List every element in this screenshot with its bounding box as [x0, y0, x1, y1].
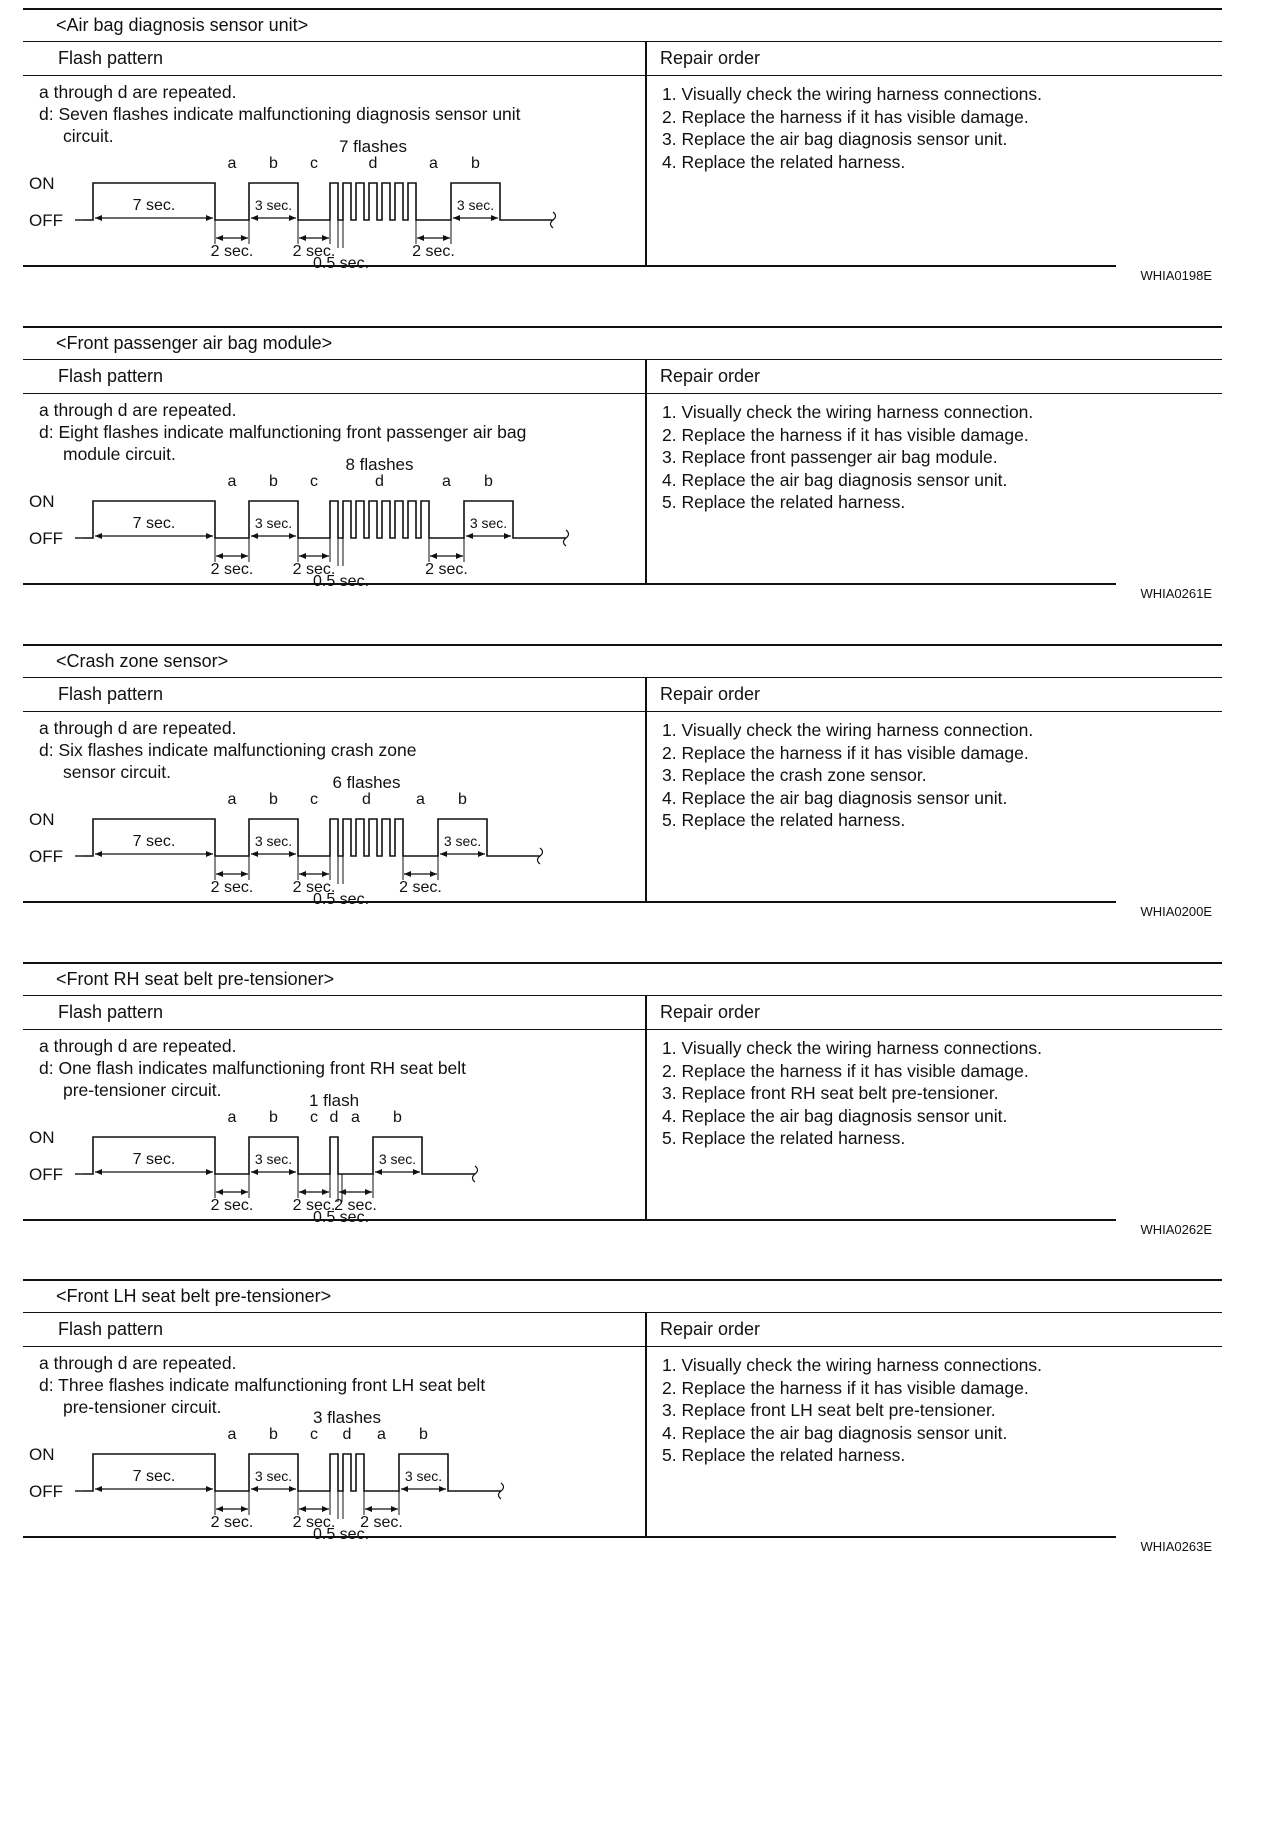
segment-label-c: c — [310, 473, 318, 490]
column-divider — [645, 42, 647, 266]
description-line: d: Three flashes indicate malfunctioning front LH seat belt — [39, 1375, 486, 1395]
repair-step: 1. Visually check the wiring harness connections. — [662, 84, 1043, 104]
repair-step: 3. Replace front passenger air bag module. — [662, 447, 998, 467]
duration-2sec-label: 2 sec. — [210, 879, 254, 896]
repair-order-list — [662, 1037, 1042, 1150]
section-1 — [23, 8, 1222, 290]
section-2 — [23, 326, 1222, 608]
repair-order-header: Repair order — [646, 996, 1222, 1030]
duration-2sec-label: 2 sec. — [412, 243, 455, 260]
repair-step: 4. Replace the related harness. — [662, 151, 906, 172]
segment-label-b: b — [269, 791, 278, 808]
description-line: a through d are repeated. — [39, 400, 237, 420]
repair-order-list — [662, 83, 1042, 173]
duration-2sec-label: 2 sec. — [292, 879, 336, 896]
column-divider — [645, 360, 647, 584]
duration-2sec-arrow — [216, 1506, 248, 1512]
duration-2sec-label: 2 sec. — [210, 1514, 254, 1531]
segment-label-a: a — [227, 155, 237, 172]
repair-order-header: Repair order — [646, 360, 1222, 394]
duration-7sec-label: 7 sec. — [132, 1468, 176, 1485]
segment-label-a: a — [442, 473, 451, 490]
description-line: d: Six flashes indicate malfunctioning crash zone — [39, 740, 417, 760]
flash-timing-diagram — [23, 455, 645, 590]
duration-2sec-arrow — [417, 235, 450, 241]
repair-step: 2. Replace the harness if it has visible damage. — [662, 106, 1029, 127]
duration-7sec-label: 7 sec. — [132, 197, 176, 214]
segment-label-a: a — [227, 1109, 237, 1126]
repair-order-list — [662, 719, 1033, 832]
flash-pattern-header: Flash pattern — [23, 1313, 646, 1347]
off-label: OFF — [29, 211, 63, 230]
segment-label-d: d — [375, 473, 384, 490]
segment-label-d: d — [368, 155, 378, 172]
segment-label-b: b — [458, 791, 467, 808]
duration-3sec-label: 3 sec. — [456, 197, 495, 213]
repair-step: 3. Replace the air bag diagnosis sensor unit. — [662, 129, 1008, 149]
duration-3sec-label: 3 sec. — [443, 833, 482, 849]
duration-3sec-arrow — [375, 1169, 420, 1175]
duration-2sec-arrow — [404, 871, 437, 877]
description-line: a through d are repeated. — [39, 1353, 237, 1373]
duration-2sec-label: 2 sec. — [292, 1514, 336, 1531]
duration-3sec-arrow — [440, 851, 485, 857]
figure-code: WHIA0262E — [1140, 1222, 1212, 1237]
repair-step: 3. Replace the crash zone sensor. — [662, 765, 927, 785]
segment-label-b: b — [269, 473, 278, 490]
duration-2sec-label: 2 sec. — [292, 1197, 336, 1214]
on-label: ON — [29, 1128, 55, 1147]
column-divider — [645, 996, 647, 1220]
on-label: ON — [29, 1445, 55, 1464]
duration-7sec-arrow — [95, 533, 213, 539]
duration-3sec-label: 3 sec. — [404, 1468, 443, 1484]
segment-label-a: a — [227, 473, 237, 490]
description-line: a through d are repeated. — [39, 82, 237, 102]
repair-step: 1. Visually check the wiring harness connection. — [662, 720, 1034, 740]
duration-7sec-arrow — [95, 1486, 213, 1492]
duration-2sec-arrow — [299, 553, 329, 559]
off-label: OFF — [29, 1482, 63, 1501]
repair-step: 3. Replace front LH seat belt pre-tensioner. — [662, 1400, 996, 1420]
repair-step: 2. Replace the harness if it has visible damage. — [662, 1377, 1029, 1398]
duration-2sec-label: 2 sec. — [292, 561, 336, 578]
duration-half-sec-label: 0.5 sec. — [312, 255, 370, 272]
duration-2sec-label: 2 sec. — [210, 243, 254, 260]
repair-step: 2. Replace the harness if it has visible damage. — [662, 424, 1029, 445]
duration-2sec-arrow — [216, 871, 248, 877]
section-4 — [23, 962, 1222, 1244]
repair-step: 2. Replace the harness if it has visible damage. — [662, 742, 1029, 763]
segment-label-a: a — [227, 791, 237, 808]
flash-timing-diagram — [23, 1091, 645, 1226]
description-line: d: One flash indicates malfunctioning front RH seat belt — [39, 1058, 467, 1078]
description-line: pre-tensioner circuit. — [63, 1080, 222, 1100]
repair-step: 4. Replace the air bag diagnosis sensor unit. — [662, 469, 1008, 490]
section-title: <Front RH seat belt pre-tensioner> — [23, 962, 1222, 996]
description-line: pre-tensioner circuit. — [63, 1397, 222, 1417]
repair-step: 1. Visually check the wiring harness connections. — [662, 1355, 1043, 1375]
off-label: OFF — [29, 529, 63, 548]
description-line: module circuit. — [63, 444, 176, 464]
segment-label-d: d — [362, 791, 371, 808]
segment-label-a: a — [227, 1426, 237, 1443]
column-divider — [645, 1313, 647, 1537]
duration-3sec-label: 3 sec. — [469, 515, 508, 531]
duration-7sec-arrow — [95, 1169, 213, 1175]
description-line: d: Seven flashes indicate malfunctioning diagnosis sensor unit — [39, 104, 521, 124]
flash-pattern-header: Flash pattern — [23, 996, 646, 1030]
flash-description — [39, 1035, 466, 1101]
segment-label-c: c — [310, 155, 318, 172]
segment-label-d: d — [342, 1426, 352, 1443]
figure-code: WHIA0198E — [1140, 268, 1212, 283]
flash-count-label: 6 flashes — [332, 773, 401, 792]
repair-step: 1. Visually check the wiring harness connections. — [662, 1038, 1043, 1058]
segment-label-a: a — [351, 1109, 360, 1126]
segment-label-b: b — [269, 1109, 278, 1126]
repair-step: 2. Replace the harness if it has visible damage. — [662, 1060, 1029, 1081]
column-divider — [645, 678, 647, 902]
duration-3sec-arrow — [401, 1486, 446, 1492]
duration-2sec-arrow — [299, 235, 329, 241]
flash-pattern-header: Flash pattern — [23, 360, 646, 394]
duration-7sec-arrow — [95, 215, 213, 221]
duration-2sec-label: 2 sec. — [292, 243, 336, 260]
figure-code: WHIA0200E — [1140, 904, 1212, 919]
segment-label-a: a — [429, 155, 438, 172]
repair-step: 1. Visually check the wiring harness connection. — [662, 402, 1034, 422]
duration-3sec-arrow — [251, 1486, 296, 1492]
flash-count-label: 8 flashes — [345, 455, 414, 474]
repair-order-list — [662, 401, 1033, 514]
description-line: circuit. — [63, 126, 114, 146]
duration-7sec-arrow — [95, 851, 213, 857]
duration-2sec-arrow — [299, 871, 329, 877]
on-label: ON — [29, 174, 55, 193]
duration-2sec-label: 2 sec. — [425, 561, 468, 578]
off-label: OFF — [29, 1165, 63, 1184]
segment-label-c: c — [310, 791, 318, 808]
duration-3sec-label: 3 sec. — [378, 1151, 417, 1167]
flash-description — [39, 1352, 485, 1418]
duration-half-sec-label: 0.5 sec. — [312, 1209, 370, 1226]
duration-3sec-label: 3 sec. — [254, 197, 293, 213]
description-line: a through d are repeated. — [39, 718, 237, 738]
flash-description — [39, 81, 521, 147]
figure-code: WHIA0261E — [1140, 586, 1212, 601]
repair-step: 4. Replace the air bag diagnosis sensor unit. — [662, 1422, 1008, 1443]
repair-step: 3. Replace front RH seat belt pre-tensioner. — [662, 1083, 999, 1103]
section-title: <Crash zone sensor> — [23, 644, 1222, 678]
segment-label-c: c — [310, 1426, 318, 1443]
duration-half-sec-label: 0.5 sec. — [312, 573, 370, 590]
duration-2sec-label: 2 sec. — [210, 561, 254, 578]
on-label: ON — [29, 810, 55, 829]
section-title: <Front LH seat belt pre-tensioner> — [23, 1279, 1222, 1313]
duration-2sec-arrow — [216, 235, 248, 241]
off-label: OFF — [29, 847, 63, 866]
repair-order-header: Repair order — [646, 678, 1222, 712]
duration-2sec-arrow — [299, 1189, 329, 1195]
repair-order-list — [662, 1354, 1042, 1467]
segment-label-b: b — [269, 155, 278, 172]
flash-count-label: 7 flashes — [338, 137, 408, 156]
duration-2sec-arrow — [365, 1506, 398, 1512]
repair-order-header: Repair order — [646, 42, 1222, 76]
segment-label-b: b — [419, 1426, 428, 1443]
repair-step: 5. Replace the related harness. — [662, 1128, 906, 1148]
repair-step: 5. Replace the related harness. — [662, 810, 906, 830]
duration-half-sec-label: 0.5 sec. — [312, 1526, 370, 1543]
figure-code: WHIA0263E — [1140, 1539, 1212, 1554]
segment-label-a: a — [416, 791, 425, 808]
segment-label-a: a — [377, 1426, 386, 1443]
flash-count-label: 3 flashes — [312, 1408, 382, 1427]
description-line: sensor circuit. — [63, 762, 171, 782]
duration-2sec-label: 2 sec. — [399, 879, 442, 896]
segment-label-b: b — [484, 473, 493, 490]
duration-3sec-arrow — [251, 533, 296, 539]
duration-7sec-label: 7 sec. — [132, 1151, 176, 1168]
flash-pattern-header: Flash pattern — [23, 678, 646, 712]
duration-2sec-label: 2 sec. — [360, 1514, 403, 1531]
duration-3sec-label: 3 sec. — [254, 1468, 293, 1484]
section-3 — [23, 644, 1222, 926]
duration-7sec-label: 7 sec. — [132, 833, 176, 850]
segment-label-d: d — [329, 1109, 339, 1126]
duration-3sec-label: 3 sec. — [254, 515, 293, 531]
section-title: <Air bag diagnosis sensor unit> — [23, 8, 1222, 42]
segment-label-b: b — [269, 1426, 278, 1443]
segment-label-c: c — [310, 1109, 318, 1126]
duration-3sec-arrow — [251, 215, 296, 221]
duration-3sec-label: 3 sec. — [254, 833, 293, 849]
segment-label-b: b — [393, 1109, 402, 1126]
flash-count-label: 1 flash — [308, 1091, 360, 1110]
flash-timing-diagram — [23, 137, 645, 272]
flash-pattern-header: Flash pattern — [23, 42, 646, 76]
section-5 — [23, 1279, 1222, 1561]
duration-2sec-arrow — [216, 553, 248, 559]
flash-timing-diagram — [23, 773, 645, 908]
flash-timing-diagram — [23, 1408, 645, 1543]
duration-3sec-arrow — [251, 1169, 296, 1175]
description-line: a through d are repeated. — [39, 1036, 237, 1056]
duration-2sec-arrow — [339, 1189, 372, 1195]
repair-order-header: Repair order — [646, 1313, 1222, 1347]
flash-description — [39, 399, 526, 465]
repair-step: 5. Replace the related harness. — [662, 492, 906, 512]
duration-2sec-label: 2 sec. — [334, 1197, 377, 1214]
duration-3sec-label: 3 sec. — [254, 1151, 293, 1167]
segment-label-b: b — [471, 155, 480, 172]
duration-2sec-arrow — [430, 553, 463, 559]
duration-2sec-arrow — [299, 1506, 329, 1512]
description-line: d: Eight flashes indicate malfunctioning front passenger air bag — [39, 422, 527, 442]
duration-7sec-label: 7 sec. — [132, 515, 176, 532]
duration-2sec-label: 2 sec. — [210, 1197, 254, 1214]
duration-2sec-arrow — [216, 1189, 248, 1195]
duration-3sec-arrow — [453, 215, 498, 221]
section-title: <Front passenger air bag module> — [23, 326, 1222, 360]
repair-step: 5. Replace the related harness. — [662, 1445, 906, 1465]
duration-half-sec-label: 0.5 sec. — [312, 891, 370, 908]
repair-step: 4. Replace the air bag diagnosis sensor unit. — [662, 787, 1008, 808]
repair-step: 4. Replace the air bag diagnosis sensor unit. — [662, 1105, 1008, 1126]
duration-3sec-arrow — [251, 851, 296, 857]
on-label: ON — [29, 492, 55, 511]
duration-3sec-arrow — [466, 533, 511, 539]
